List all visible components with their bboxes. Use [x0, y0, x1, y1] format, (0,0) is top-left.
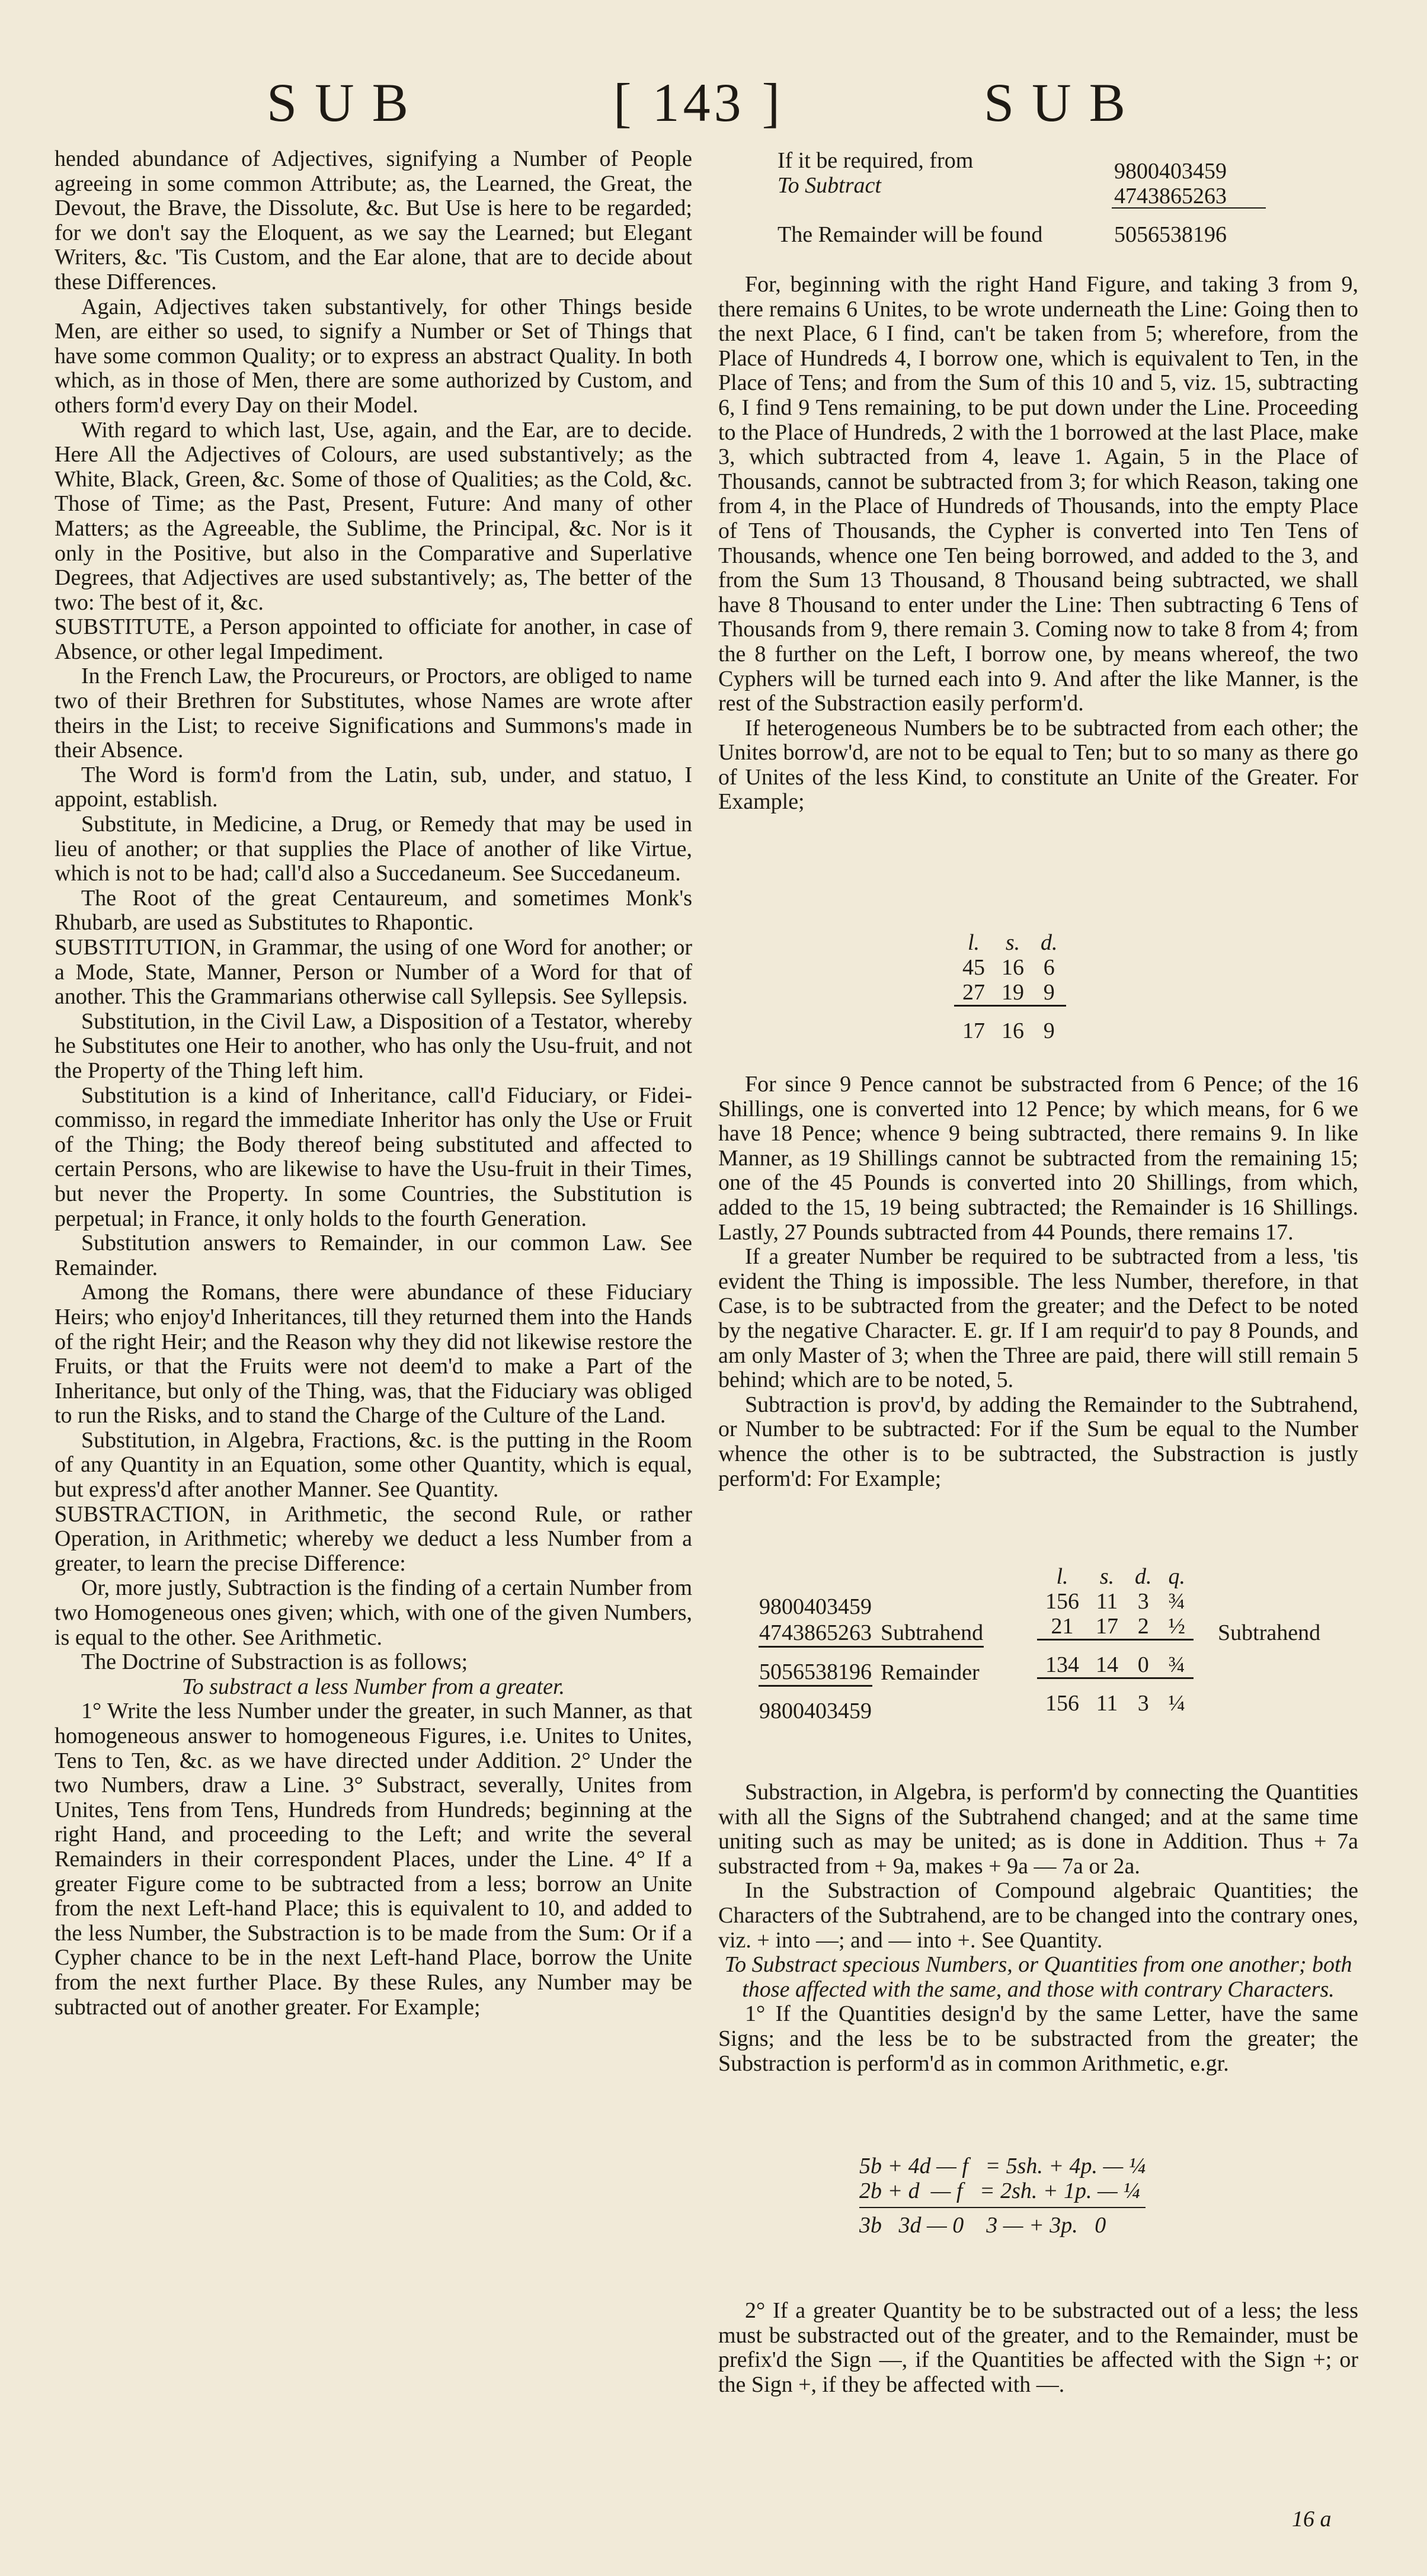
paragraph: Substitute, in Medicine, a Drug, or Remedy that may be used in lieu of another; or that supplies the Place of another of like Virtue, which is not to be had; call'd also a Succedaneum. See Succedaneum.	[55, 812, 692, 886]
paragraph: Substitution, in Algebra, Fractions, &c. is the putting in the Room of any Quantity in an Equation, some other Quantity, which is equal, but express'd after another Manner. See Quantity.	[55, 1427, 692, 1502]
lsd-header: d.	[1135, 1564, 1152, 1589]
remainder-value: 5056538196	[1114, 222, 1227, 247]
paragraph: The Word is form'd from the Latin, sub, under, and statuo, I appoint, establish.	[55, 762, 692, 812]
lsd-cell: 45	[962, 955, 985, 980]
proof-b: 4743865263	[759, 1620, 872, 1645]
paragraph: The Root of the great Centaureum, and sometimes Monk's Rhubarb, are used as Substitutes to Rhapontic.	[55, 885, 692, 935]
lsd-cell: 134	[1037, 1640, 1087, 1678]
paragraph: For since 9 Pence cannot be substracted from 6 Pence; of the 16 Shillings, one is converted into 12 Pence; by which means, for 6 we have 18 Pence; whence 9 being subtracted, there remains 9. In like Manner, as 19 Shillings cannot be subtracted from the remaining 15; one of the 45 Pounds is converted into 20 Shillings, from which, added to the 15, 19 being subtracted; the Remainder is 16 Shillings. Lastly, 27 Pounds subtracted from 44 Pounds, there remains 17.	[718, 1072, 1358, 1245]
lsd-result-cell: 17	[954, 1006, 993, 1044]
sum-rule	[1112, 207, 1266, 209]
proof-b-label: Subtrahend	[881, 1620, 984, 1645]
lsd-cell: ¼	[1160, 1678, 1194, 1716]
algebra-row-1: 5b + 4d — f = 5sh. + 4p. — ¼	[859, 2154, 1146, 2178]
lsd-cell: 16	[1002, 955, 1024, 980]
lsd-cell: 6	[1043, 955, 1055, 980]
lsd-cell: ¾	[1168, 1589, 1185, 1614]
lsd-result-cell: 16	[993, 1006, 1032, 1044]
paragraph: The Doctrine of Substraction is as follows;	[81, 1649, 468, 1675]
lsd-table-1	[954, 930, 1066, 1043]
catchword: 16 a	[1292, 2507, 1332, 2532]
proof-lsd-table	[1037, 1564, 1194, 1716]
paragraph: 1° Write the less Number under the greater, in such Manner, as that homogeneous answer to homogeneous Figures, i.e. Unites to Unites, Tens to Ten, &c. as we have directed under Addition. 2° Under the two Numbers, draw a Line. 3° Substract, severally, Unites from Unites, Tens from Tens, Hundreds from Hundreds; beginning at the right Hand, and proceeding to the Left; and write the several Remainders in their correspondent Places, under the Line. 4° If a greater Figure come to be subtracted from a less; borrow an Unite from the next Left-hand Place; this is equivalent to 10, and added to the less Number, the Substraction is to be made from the Sum: Or if a Cypher chance to be in the next Left-hand Place, borrow the Unite from the next further Place. By these Rules, any Number may be subtracted out of another greater. For Example;	[55, 1699, 692, 2020]
lsd-header: l.	[967, 930, 980, 955]
page-number: [ 143 ]	[613, 72, 784, 133]
paragraph: To Substract specious Numbers, or Quantities from one another; both those affected with the same, and those with contrary Characters.	[724, 1952, 1352, 2002]
paragraph: 2° If a greater Quantity be to be substracted out of a less; the less must be substracted out of the greater, and to the Remainder, must be prefix'd the Sign —, if the Quantities be affected with the Sign +; or the Sign +, if they be affected with —.	[718, 2298, 1358, 2397]
paragraph: If heterogeneous Numbers be to be subtracted from each other; the Unites borrow'd, are not to be equal to Ten; but to so many as there go of Unites of the less Kind, to constitute an Unite of the Greater. For Example;	[718, 715, 1358, 815]
right-column-part-1	[718, 273, 1358, 815]
paragraph: 1° If the Quantities design'd by the same Letter, have the same Signs; and the less be to be substracted from the greater; the Substraction is perform'd as in common Arithmetic, e.gr.	[718, 2001, 1358, 2076]
subtrahend: 4743865263	[1114, 184, 1227, 209]
paragraph: For, beginning with the right Hand Figure, and taking 3 from 9, there remains 6 Unites, to be wrote underneath the Line: Going then to the next Place, 6 I find, can't be taken from 5; wherefore, from the Place of Hundreds 4, I borrow one, which is equivalent to Ten, in the Place of Tens; and from the Sum of this 10 and 5, viz. 15, subtracting 6, I find 9 Tens remaining, to be put down under the Line. Proceeding to the Place of Hundreds, 2 with the 1 borrowed at the last Place, make 3, which subtracted from 4, leave 1. Again, 5 in the Place of Thousands, cannot be subtracted from 3; for which Reason, taking one from 4, in the Place of Hundreds of Thousands, into the empty Place of Tens of Thousands, the Cypher is converted into Ten Tens of Thousands, whence one Ten being borrowed, and added to the 3, and from the Sum 13 Thousand, 8 Thousand being subtracted, we shall have 8 Thousand to enter under the Line: Then subtracting 6 Tens of Thousands from 9, there remain 3. Coming now to take 8 from 4; from the 8 further on the Left, I borrow one, by means whereof, the two Cyphers will be turned each into 9. And after the like Manner, is the rest of the Substraction easily perform'd.	[718, 272, 1358, 716]
proof-c-label: Remainder	[872, 1647, 984, 1686]
paragraph: SUBSTITUTE, a Person appointed to officiate for another, in case of Absence, or other legal Impediment.	[55, 614, 692, 664]
right-column-part-2	[718, 1072, 1358, 1491]
paragraph: If a greater Number be required to be subtracted from a less, 'tis evident the Thing is impossible. The less Number, therefore, in that Case, is to be subtracted from the greater; and the Defect to be noted by the negative Character. E. gr. If I am requir'd to pay 8 Pounds, and am only Master of 3; when the Three are paid, there will still remain 5 behind; which are to be noted, 5.	[718, 1244, 1358, 1393]
example-numbers	[1114, 159, 1227, 209]
algebra-row-3: 3b 3d — 0 3 — + 3p. 0	[859, 2213, 1106, 2238]
left-column	[55, 147, 692, 2020]
proof-a: 9800403459	[759, 1594, 872, 1619]
lsd-cell: 27	[962, 980, 985, 1005]
paragraph: Substitution answers to Remainder, in our common Law. See Remainder.	[55, 1231, 692, 1280]
paragraph: SUBSTRACTION, in Arithmetic, the second Rule, or rather Operation, in Arithmetic; whereby we deduct a less Number from a greater, to learn the precise Difference:	[55, 1501, 692, 1576]
proof-d: 9800403459	[759, 1686, 872, 1725]
paragraph: Again, Adjectives taken substantively, for other Things beside Men, are either so used, to signify a Number or Set of Things that have some common Quality; or to express an abstract Quality. In both which, as in those of Men, there are some authorized by Custom, and others form'd every Day on their Model.	[55, 294, 692, 418]
lsd-example-1	[954, 930, 1066, 1043]
lsd-cell: 3	[1127, 1678, 1160, 1716]
paragraph: In the Substraction of Compound algebraic Quantities; the Characters of the Subtrahend, are to be changed into the contrary ones, viz. + into —; and — into +. See Quantity.	[718, 1878, 1358, 1953]
paragraph: Among the Romans, there were abundance of these Fiduciary Heirs; who enjoy'd Inheritances, till they returned them into the Hands of the right Heir; and the Reason why they did not likewise restore the Fruits, or that the Fruits were not deem'd to make a Part of the Inheritance, but only of the Thing, was, that the Fiduciary was obliged to run the Risks, and to stand the Charge of the Culture of the Land.	[55, 1280, 692, 1428]
lsd-cell: 156	[1037, 1678, 1087, 1716]
lsd-header: d.	[1041, 930, 1058, 955]
lsd-cell: 9	[1043, 980, 1055, 1005]
lsd-cell: 21	[1051, 1614, 1074, 1639]
proof-lsd-label: Subtrahend	[1218, 1620, 1321, 1645]
lsd-cell: 2	[1137, 1614, 1149, 1639]
proof-numbers	[759, 1594, 984, 1724]
remainder-label: The Remainder will be found	[778, 222, 1043, 247]
example-label-subtract: To Subtract	[778, 173, 881, 198]
paragraph: hended abundance of Adjectives, signifying a Number of People agreeing in some common Attribute; as, the Learned, the Great, the Devout, the Brave, the Dissolute, &c. But Use is here to be regarded; for we don't say the Eloquent, as we say the Learned; but Elegant Writers, &c. 'Tis Custom, and the Ear alone, that are to decide about these Differences.	[55, 146, 692, 294]
paragraph: With regard to which last, Use, again, and the Ear, are to decide. Here All the Adjectives of Colours, are used substantively; as the White, Black, Green, &c. Some of those of Qualities; as the Cold, &c. Those of Time; as the Past, Present, Future: And many of other Matters; as the Agreeable, the Sublime, the Principal, &c. Nor is it only in the Positive, but also in the Comparative and Superlative Degrees, that Adjectives are used substantively; as, The better of the two: The best of it, &c.	[55, 417, 692, 615]
paragraph: Substraction, in Algebra, is perform'd by connecting the Quantities with all the Signs of the Subtrahend changed; and at the same time uniting such as may be united; as is done in Addition. Thus + 7a substracted from + 9a, makes + 9a — 7a or 2a.	[718, 1780, 1358, 1879]
lsd-cell: 14	[1087, 1640, 1127, 1678]
lsd-cell: 11	[1087, 1678, 1127, 1716]
lsd-result-cell: 9	[1032, 1006, 1066, 1044]
paragraph: To substract a less Number from a greater.	[181, 1674, 565, 1699]
example-label-from: If it be required, from	[778, 148, 974, 173]
lsd-cell: 17	[1096, 1614, 1118, 1639]
lsd-cell: 0	[1127, 1640, 1160, 1678]
proof-c: 5056538196	[759, 1647, 872, 1686]
lsd-header: q.	[1168, 1564, 1185, 1589]
lsd-cell: 11	[1096, 1589, 1118, 1614]
proof-example	[759, 1564, 1375, 1766]
minuend: 9800403459	[1114, 159, 1227, 184]
running-head-right: SUB	[984, 72, 1143, 133]
lsd-cell: 156	[1045, 1589, 1079, 1614]
paragraph: Substitution is a kind of Inheritance, call'd Fiduciary, or Fidei-commisso, in regard the immediate Inheritor has only the Use or Fruit of the Thing; the Body thereof being substituted and affected to certain Persons, who are likewise to have the Usu-fruit in their Times, but never the Property. In some Countries, the Substitution is perpetual; in France, it only holds to the fourth Generation.	[55, 1082, 692, 1231]
lsd-header: l.	[1056, 1564, 1068, 1589]
paragraph: SUBSTITUTION, in Grammar, the using of one Word for another; or a Mode, State, Manner, Person or Number of a Word for that of another. This the Grammarians otherwise call Syllepsis. See Syllepsis.	[55, 935, 692, 1010]
paragraph: In the French Law, the Procureurs, or Proctors, are obliged to name two of their Brethren for Substitutes, whose Names are wrote after theirs in the List; to receive Significations and Summons's made in their Absence.	[55, 664, 692, 763]
lsd-header: s.	[1005, 930, 1020, 955]
lsd-cell: 3	[1137, 1589, 1149, 1614]
lsd-cell: 19	[1002, 980, 1024, 1005]
right-column-part-4	[718, 2299, 1358, 2397]
paragraph: Substitution, in the Civil Law, a Disposition of a Testator, whereby he Substitutes one Heir to another, who has only the Usu-fruit, and not the Property of the Thing left him.	[55, 1008, 692, 1083]
algebra-row-2: 2b + d — f = 2sh. + 1p. — ¼	[859, 2178, 1146, 2208]
running-head-left: SUB	[267, 72, 426, 133]
algebra-example	[859, 2154, 1146, 2238]
paragraph: Or, more justly, Subtraction is the finding of a certain Number from two Homogeneous ones given; which, with one of the given Numbers, is equal to the other. See Arithmetic.	[55, 1575, 692, 1650]
lsd-header: s.	[1099, 1564, 1115, 1589]
right-column-part-3	[718, 1780, 1358, 2076]
lsd-cell: ¾	[1160, 1640, 1194, 1678]
lsd-cell: ½	[1168, 1614, 1185, 1639]
subtraction-example	[718, 148, 1358, 261]
paragraph: Subtraction is prov'd, by adding the Remainder to the Subtrahend, or Number to be subtracted: For if the Sum be equal to the Number whence the other is to be subtracted, the Substraction is justly perform'd: For Example;	[718, 1392, 1358, 1491]
